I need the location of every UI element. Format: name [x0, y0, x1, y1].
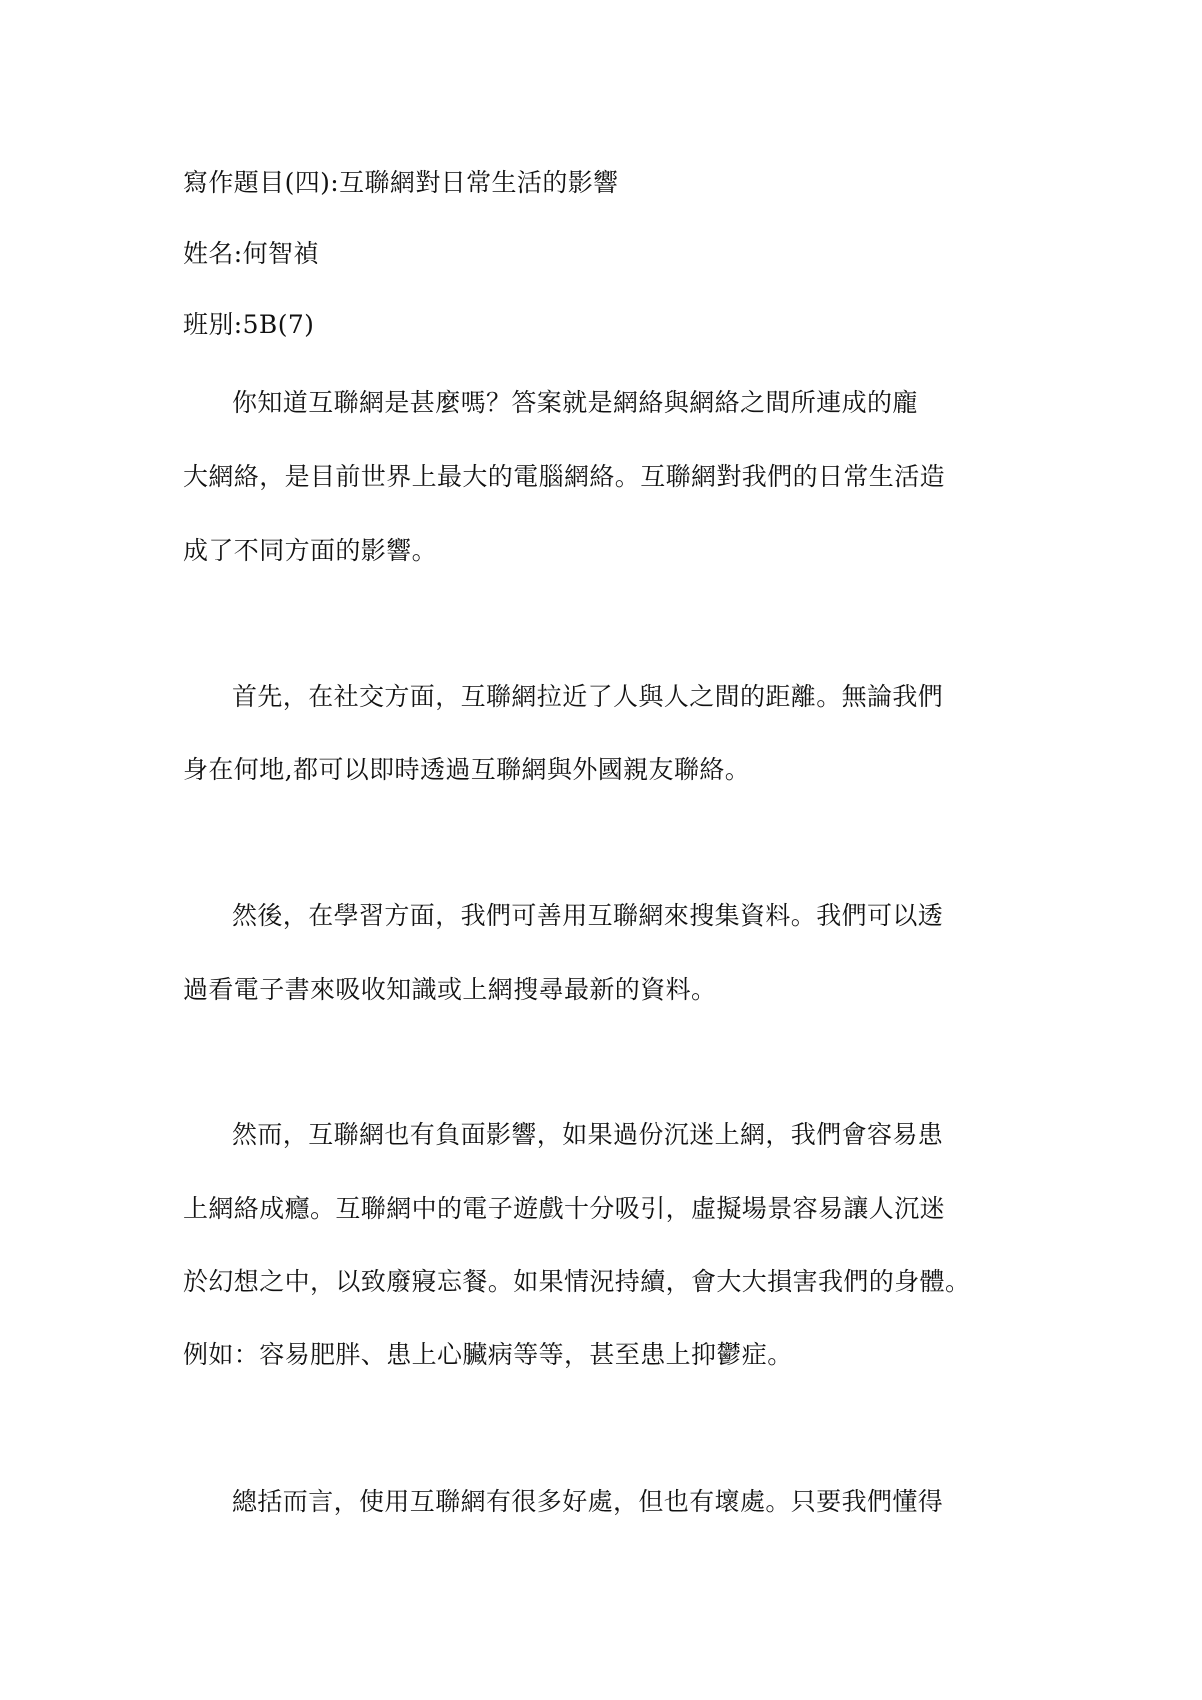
paragraph-line: 你知道互聯網是甚麼嗎？答案就是網絡與網絡之間所連成的龐	[232, 388, 918, 417]
paragraph-line: 上網絡成癮。互聯網中的電子遊戲十分吸引，虛擬場景容易讓人沉迷	[183, 1194, 946, 1223]
paragraph-line: 總括而言，使用互聯網有很多好處，但也有壞處。只要我們懂得	[232, 1487, 944, 1516]
student-class: 班別:5B(7)	[183, 310, 315, 339]
paragraph-line: 大網絡，是目前世界上最大的電腦網絡。互聯網對我們的日常生活造	[183, 462, 946, 491]
paragraph-line: 然後，在學習方面，我們可善用互聯網來搜集資料。我們可以透	[232, 901, 944, 930]
paragraph-line: 過看電子書來吸收知識或上網搜尋最新的資料。	[183, 975, 717, 1004]
paragraph-line: 例如：容易肥胖、患上心臟病等等，甚至患上抑鬱症。	[183, 1340, 793, 1369]
paragraph-line: 然而，互聯網也有負面影響，如果過份沉迷上網，我們會容易患	[232, 1120, 944, 1149]
paragraph-line: 成了不同方面的影響。	[183, 536, 438, 565]
student-name: 姓名:何智禎	[183, 239, 319, 268]
paragraph-line: 首先，在社交方面，互聯網拉近了人與人之間的距離。無論我們	[232, 682, 944, 711]
paragraph-line: 於幻想之中，以致廢寢忘餐。如果情況持續，會大大損害我們的身體。	[183, 1267, 971, 1296]
paragraph-line: 身在何地,都可以即時透過互聯網與外國親友聯絡。	[183, 755, 751, 784]
essay-title: 寫作題目(四):互聯網對日常生活的影響	[183, 168, 619, 197]
